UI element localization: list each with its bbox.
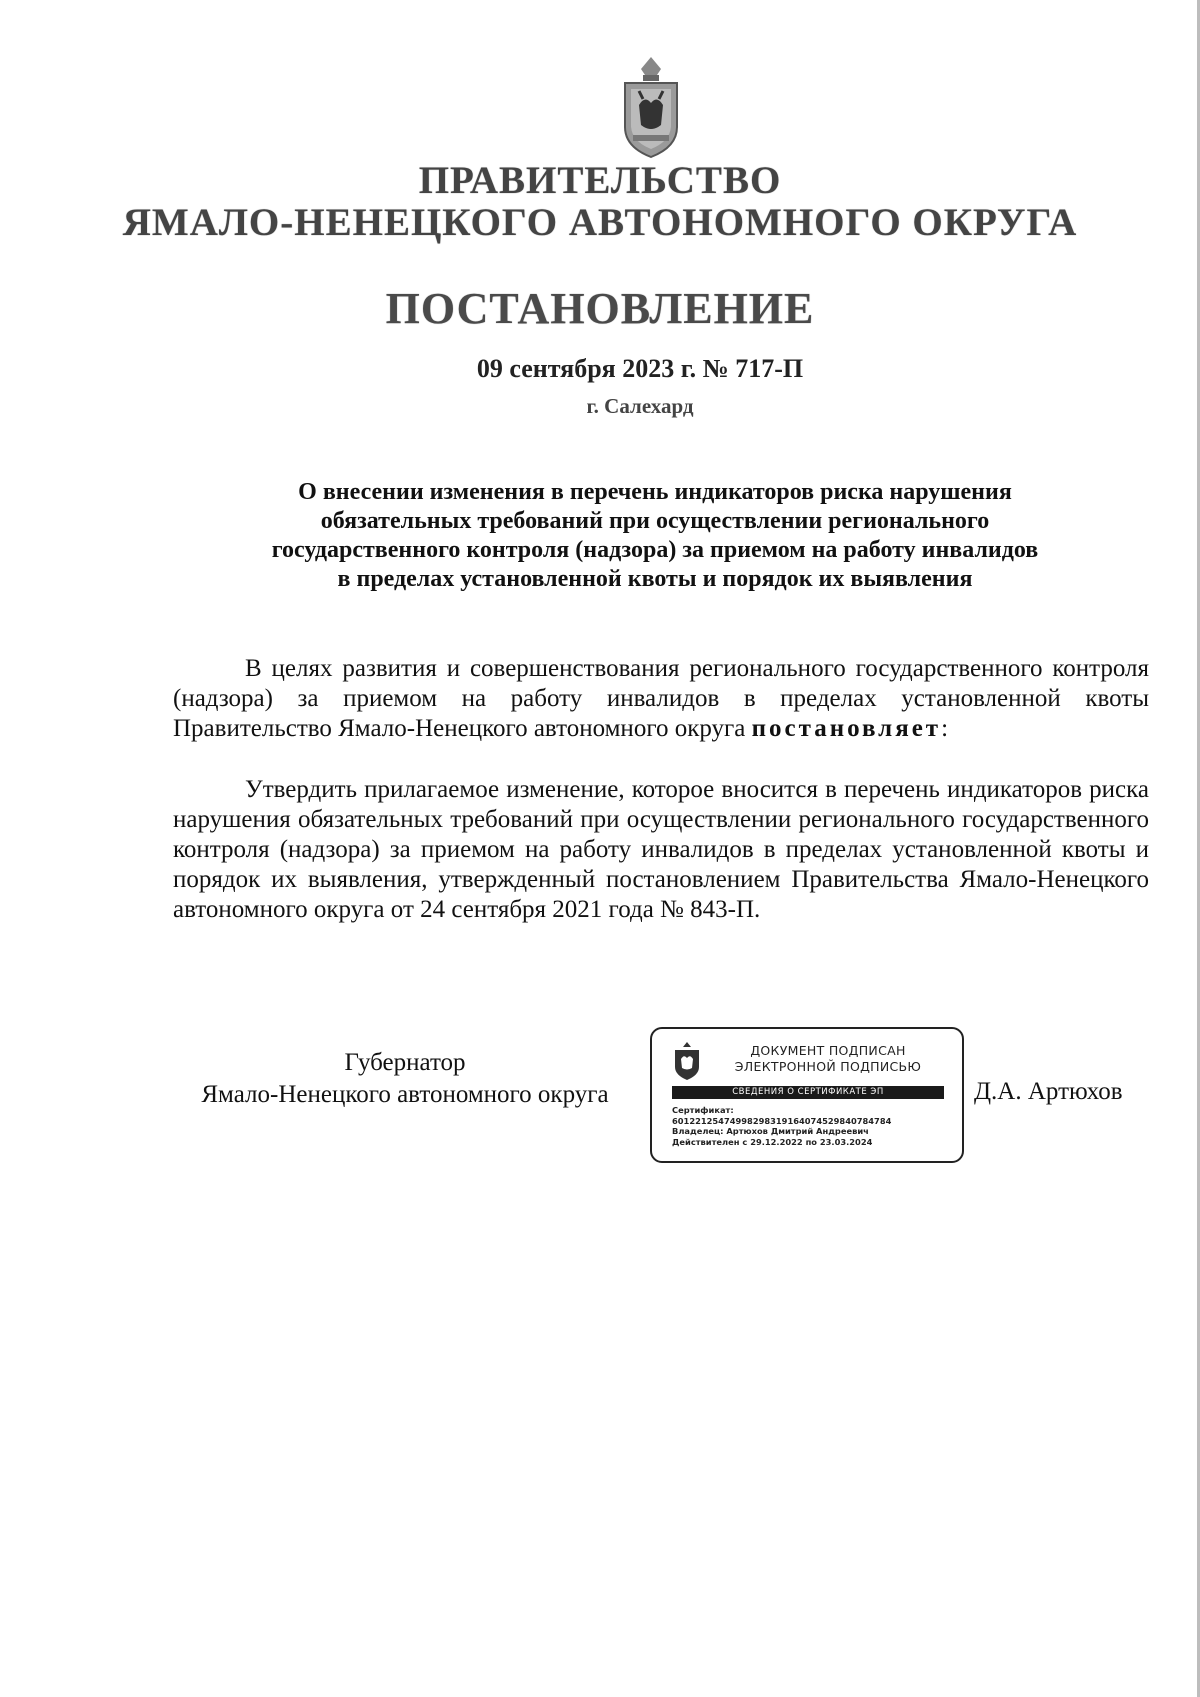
body-paragraph-1 [173, 654, 1149, 744]
document-type: ПОСТАНОВЛЕНИЕ [385, 284, 815, 333]
paragraph-1-end: : [941, 715, 949, 742]
certificate-label: Сертификат: [672, 1105, 734, 1115]
stamp-certificate-info [672, 1105, 957, 1147]
stamp-title [708, 1043, 948, 1075]
paragraph-1-text: В целях развития и совершенствования регионального государственного контроля (надзора) за приемом на работу инвалидов в пределах установленной квоты Правительство Ямало-Ненецкого автономного округа [173, 655, 1149, 742]
subject-line: О внесении изменения в перечень индикаторов риска нарушения [298, 479, 1012, 505]
paragraph-2-text: Утвердить прилагаемое изменение, которое вносится в перечень индикаторов риска нарушения обязательных требований при осуществлении регионального государственного контроля (надзора) за приемом на работу инвалидов в пределах установленной квоты и порядок их выявления, утвержденный постановлением Правительства Ямало-Ненецкого автономного округа от 24 сентября 2021 года № 843-П. [173, 776, 1149, 923]
body-paragraph-2 [173, 775, 1149, 925]
organization-name-line-1: ПРАВИТЕЛЬСТВО [418, 159, 782, 202]
signatory-position [160, 1047, 650, 1111]
document-subject [160, 478, 1150, 594]
signatory-position-line-2: Ямало-Ненецкого автономного округа [201, 1081, 609, 1108]
organization-name-line-2: ЯМАЛО-НЕНЕЦКОГО АВТОНОМНОГО ОКРУГА [122, 201, 1078, 244]
stamp-title-line-1: ДОКУМЕНТ ПОДПИСАН [750, 1043, 906, 1058]
signatory-position-line-1: Губернатор [344, 1049, 466, 1076]
stamp-title-line-2: ЭЛЕКТРОННОЙ ПОДПИСЬЮ [734, 1059, 922, 1074]
subject-line: в пределах установленной квоты и порядок их выявления [337, 566, 973, 592]
subject-line: государственного контроля (надзора) за приемом на работу инвалидов [271, 537, 1039, 563]
signatory-name: Д.А. Артюхов [974, 1078, 1123, 1105]
stamp-certificate-bar: СВЕДЕНИЯ О СЕРТИФИКАТЕ ЭП [672, 1086, 944, 1099]
subject-line: обязательных требований при осуществлении регионального [320, 508, 990, 534]
decree-verb: постановляет [751, 715, 942, 742]
document-date-number: 09 сентября 2023 г. № 717-П [476, 354, 804, 383]
certificate-validity: Действителен с 29.12.2022 по 23.03.2024 [672, 1136, 873, 1147]
certificate-number: 60122125474998298319164074529840784784 [672, 1115, 892, 1126]
electronic-signature-stamp [650, 1027, 964, 1163]
document-city: г. Салехард [586, 394, 694, 418]
certificate-owner: Владелец: Артюхов Дмитрий Андреевич [672, 1126, 869, 1136]
coat-of-arms-icon [619, 55, 683, 159]
stamp-coat-of-arms-icon [672, 1041, 702, 1081]
